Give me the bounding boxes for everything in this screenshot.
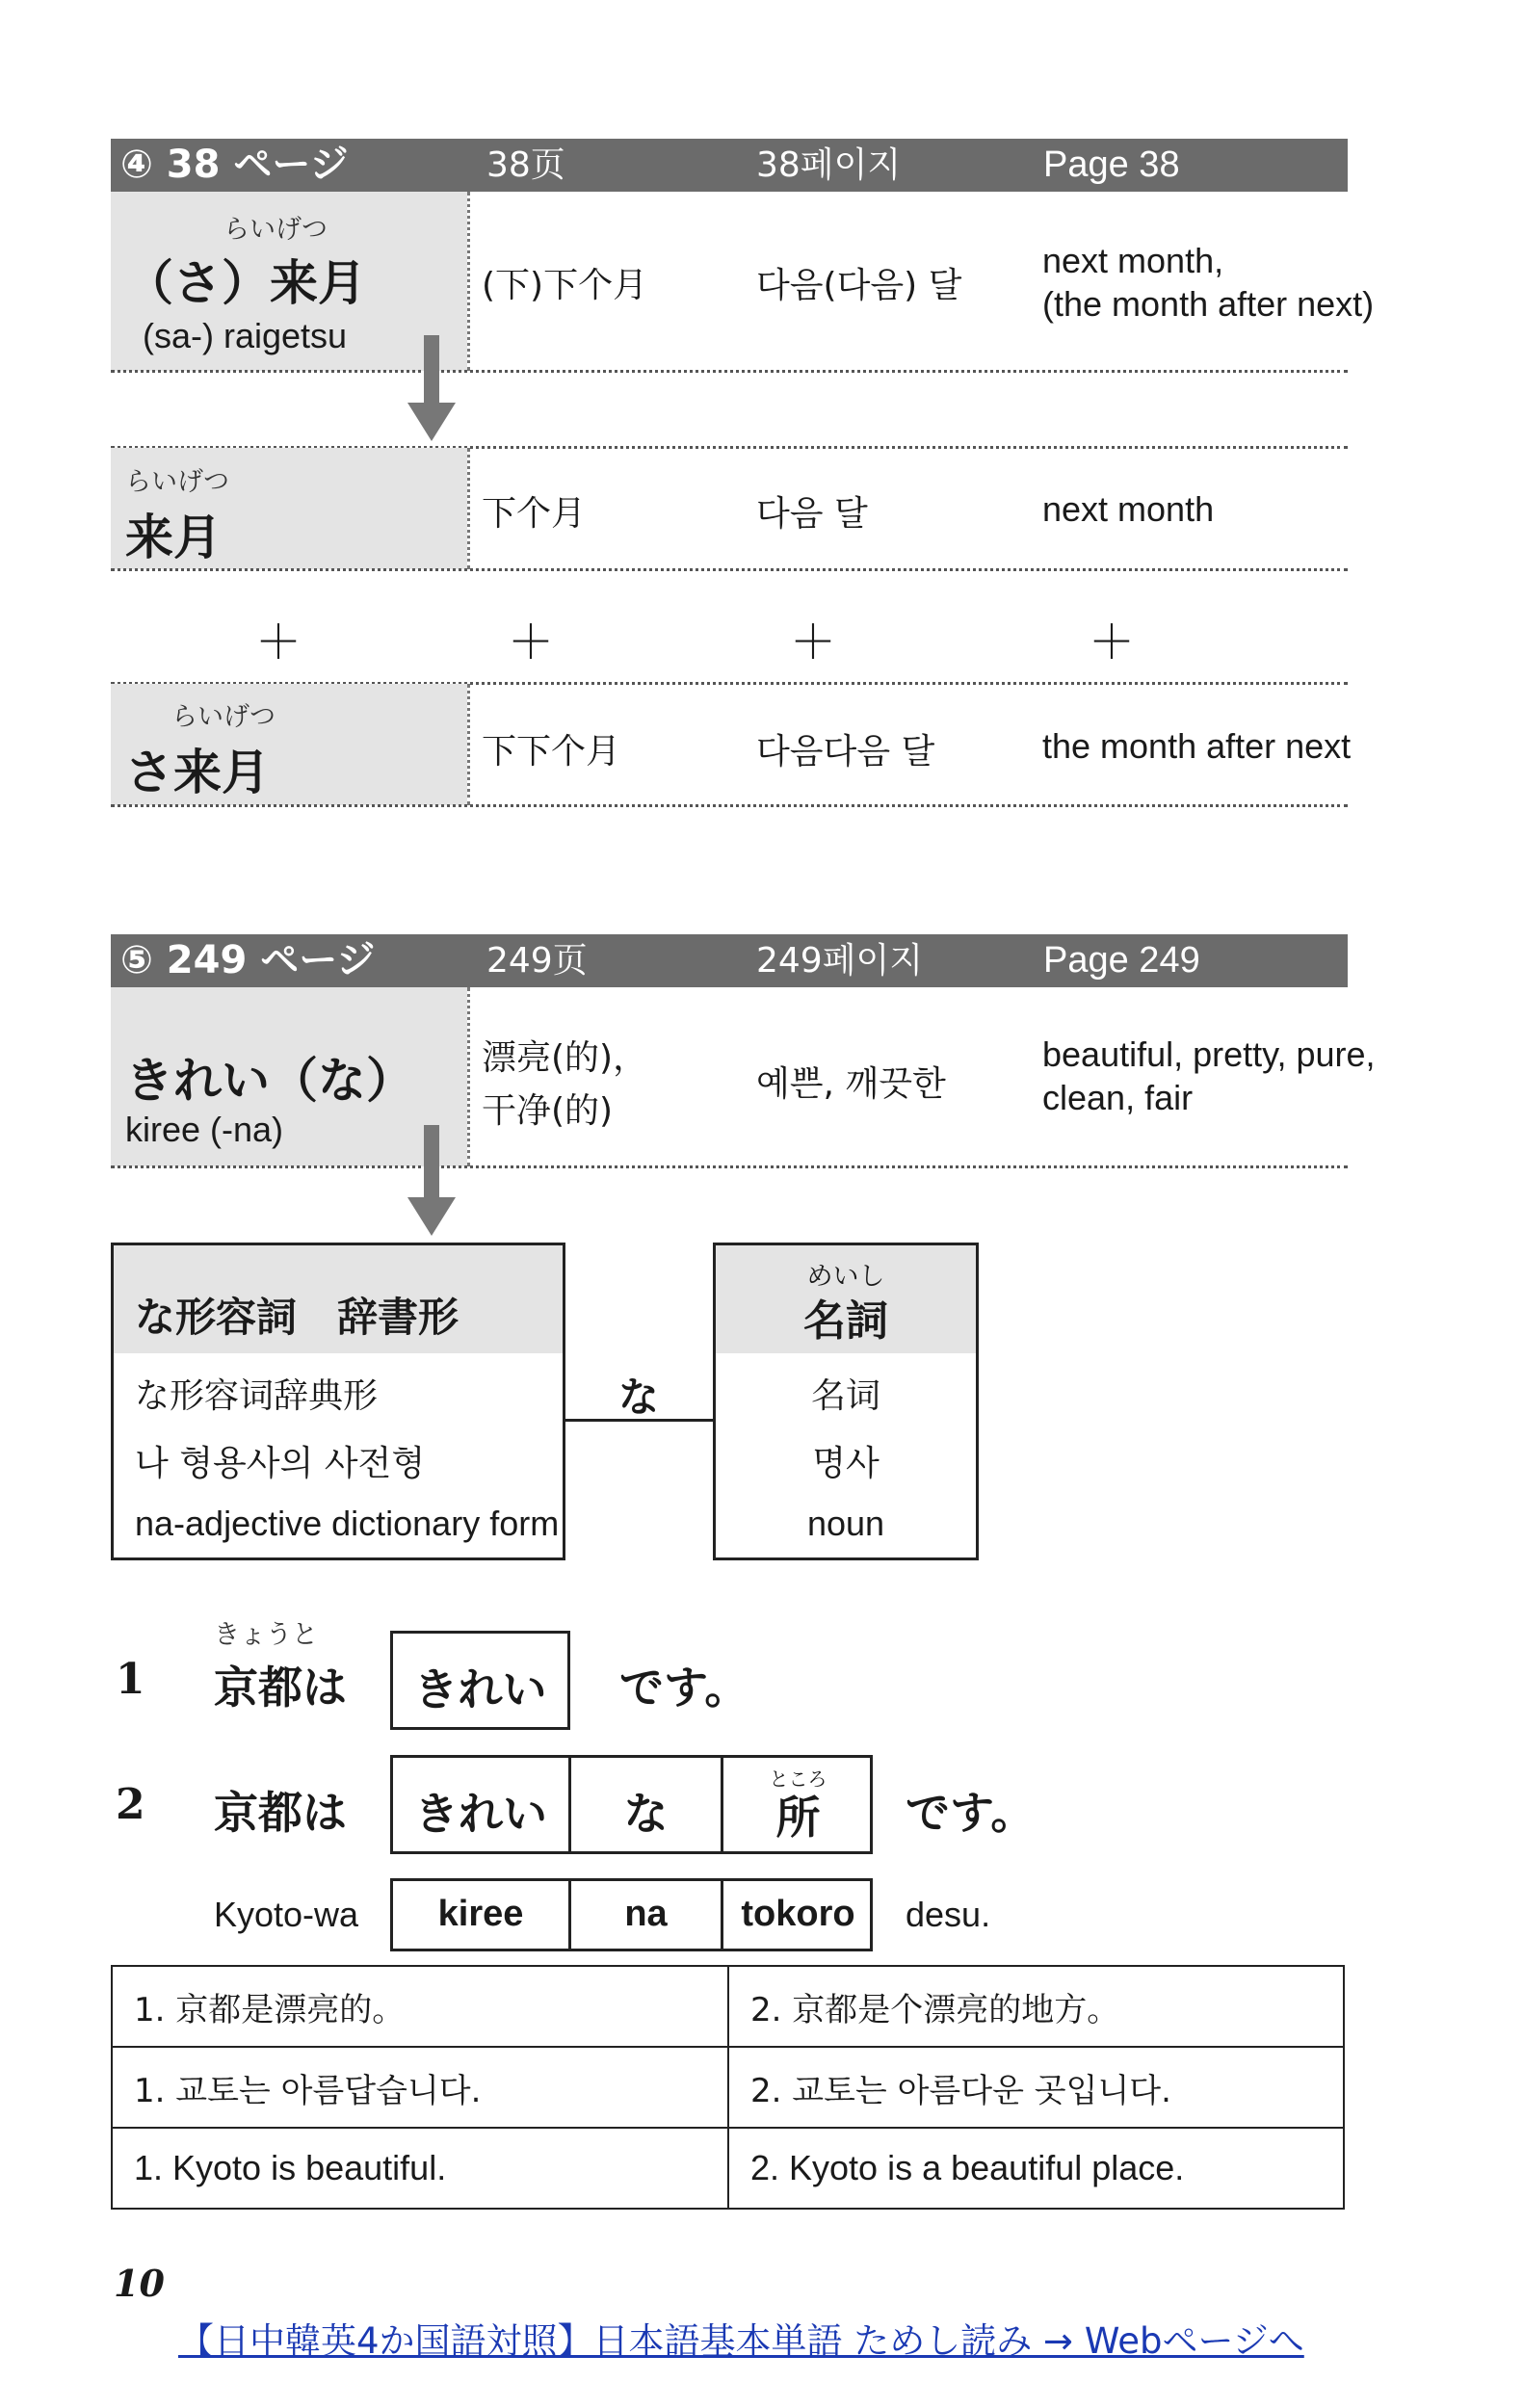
header-en: Page 38 bbox=[1043, 144, 1180, 185]
term-ko: 다음 달 bbox=[756, 494, 868, 534]
row-divider bbox=[111, 370, 1348, 373]
adj-box bbox=[390, 1631, 570, 1730]
term-zh: 下下个月 bbox=[482, 732, 621, 772]
noun-text: 所 bbox=[775, 1792, 821, 1844]
header-zh: 38页 bbox=[486, 145, 565, 185]
box-zh: 名词 bbox=[810, 1376, 880, 1416]
sentence-number: 2 bbox=[116, 1780, 145, 1829]
term-ko: 다음다음 달 bbox=[756, 732, 935, 772]
term-ruby: らいげつ bbox=[223, 215, 328, 245]
noun-ruby: ところ bbox=[769, 1767, 827, 1791]
table-row bbox=[112, 2047, 1344, 2128]
box-en: na-adjective dictionary form bbox=[135, 1504, 560, 1543]
romaji-box bbox=[390, 1878, 873, 1951]
table-row bbox=[112, 2128, 1344, 2209]
term-title: 来月 bbox=[125, 509, 222, 565]
box-ko: 나 형용사의 사전형 bbox=[135, 1444, 426, 1483]
term-en-line1: next month, bbox=[1042, 241, 1224, 280]
header-ko: 249페이지 bbox=[756, 941, 924, 981]
header-ko: 38페이지 bbox=[756, 145, 902, 185]
column-divider bbox=[467, 192, 470, 371]
table-row bbox=[112, 1966, 1344, 2047]
table-cell: 2. 교토는 아름다운 곳입니다. bbox=[728, 2047, 1344, 2128]
na-text: な bbox=[623, 1788, 669, 1840]
translation-table bbox=[111, 1965, 1345, 2210]
column-divider bbox=[467, 684, 470, 805]
table-cell: 2. Kyoto is a beautiful place. bbox=[728, 2128, 1344, 2209]
term-title: きれい（な） bbox=[125, 1052, 414, 1109]
down-arrow-icon bbox=[407, 1197, 456, 1236]
romaji-adj: kiree bbox=[437, 1894, 524, 1934]
box-title: な形容詞 辞書形 bbox=[135, 1294, 460, 1341]
plus-sign: ＋ bbox=[790, 615, 837, 669]
term-ko: 예쁜, 깨끗한 bbox=[756, 1064, 946, 1104]
subject-ruby: きょうと bbox=[214, 1620, 318, 1650]
down-arrow-icon bbox=[407, 403, 456, 441]
section-header-38 bbox=[111, 139, 1348, 192]
adj-text: きれい bbox=[414, 1788, 547, 1840]
plus-sign: ＋ bbox=[255, 615, 302, 669]
box-en: noun bbox=[806, 1504, 885, 1543]
table-cell: 1. Kyoto is beautiful. bbox=[112, 2128, 728, 2209]
sentence-subject: 京都は bbox=[214, 1662, 347, 1714]
term-en-line1: beautiful, pretty, pure, bbox=[1042, 1034, 1376, 1074]
term-title: （さ）来月 bbox=[125, 254, 366, 311]
term-zh: 下个月 bbox=[482, 494, 587, 534]
web-page-link[interactable]: 【日中韓英4か国語対照】日本語基本単語 ためし読み → Webページへ bbox=[178, 2320, 1304, 2362]
sentence-end: です。 bbox=[906, 1787, 1036, 1839]
sentence-number: 1 bbox=[116, 1655, 145, 1704]
table-cell: 1. 京都是漂亮的。 bbox=[112, 1966, 728, 2047]
row-divider bbox=[111, 804, 1348, 807]
box-zh: な形容词辞典形 bbox=[135, 1376, 379, 1416]
term-title: さ来月 bbox=[125, 744, 270, 800]
term-zh-line1: 漂亮(的)， bbox=[482, 1038, 648, 1078]
sentence-subject: 京都は bbox=[214, 1787, 347, 1839]
sentence-end: です。 bbox=[619, 1662, 749, 1714]
table-cell: 1. 교토는 아름답습니다. bbox=[112, 2047, 728, 2128]
box-ko: 명사 bbox=[812, 1444, 880, 1483]
table-cell: 2. 京都是个漂亮的地方。 bbox=[728, 1966, 1344, 2047]
noun-box bbox=[713, 1243, 979, 1560]
page-number: 10 bbox=[114, 2262, 165, 2305]
plus-sign: ＋ bbox=[1089, 615, 1136, 669]
header-zh: 249页 bbox=[486, 941, 588, 981]
header-title: ⑤ 249 ページ bbox=[120, 938, 376, 982]
term-zh-line2: 干净(的) bbox=[482, 1091, 614, 1131]
term-en-line2: clean, fair bbox=[1042, 1078, 1194, 1117]
term-zh: (下)下个月 bbox=[482, 266, 648, 305]
term-en: the month after next bbox=[1042, 726, 1352, 766]
header-title: ④ 38 ページ bbox=[120, 143, 349, 187]
term-ruby: らいげつ bbox=[125, 467, 229, 497]
row-divider bbox=[111, 1165, 1348, 1168]
header-en: Page 249 bbox=[1043, 940, 1200, 981]
plus-sign: ＋ bbox=[508, 615, 555, 669]
connector-na: な bbox=[618, 1374, 660, 1421]
adj-text: きれい bbox=[413, 1663, 547, 1715]
romaji-end: desu. bbox=[906, 1895, 991, 1934]
term-ko: 다음(다음) 달 bbox=[756, 266, 962, 305]
column-divider bbox=[467, 987, 470, 1166]
box-title: 名詞 bbox=[803, 1296, 888, 1346]
term-romaji: (sa-) raigetsu bbox=[143, 316, 348, 355]
column-divider bbox=[467, 448, 470, 569]
romaji-noun: tokoro bbox=[741, 1894, 855, 1934]
na-adjective-box bbox=[111, 1243, 565, 1560]
term-en: next month bbox=[1042, 489, 1215, 529]
term-en-line2: (the month after next) bbox=[1042, 284, 1375, 324]
row-divider bbox=[111, 568, 1348, 571]
section-header-249 bbox=[111, 934, 1348, 987]
romaji-na: na bbox=[624, 1894, 668, 1934]
romaji-subject: Kyoto-wa bbox=[214, 1895, 359, 1934]
phrase-box bbox=[390, 1755, 873, 1854]
term-ruby: らいげつ bbox=[171, 702, 276, 732]
down-arrow-shaft bbox=[424, 1125, 439, 1202]
box-ruby: めいし bbox=[806, 1262, 885, 1292]
term-romaji: kiree (-na) bbox=[125, 1110, 284, 1149]
down-arrow-shaft bbox=[424, 335, 439, 407]
